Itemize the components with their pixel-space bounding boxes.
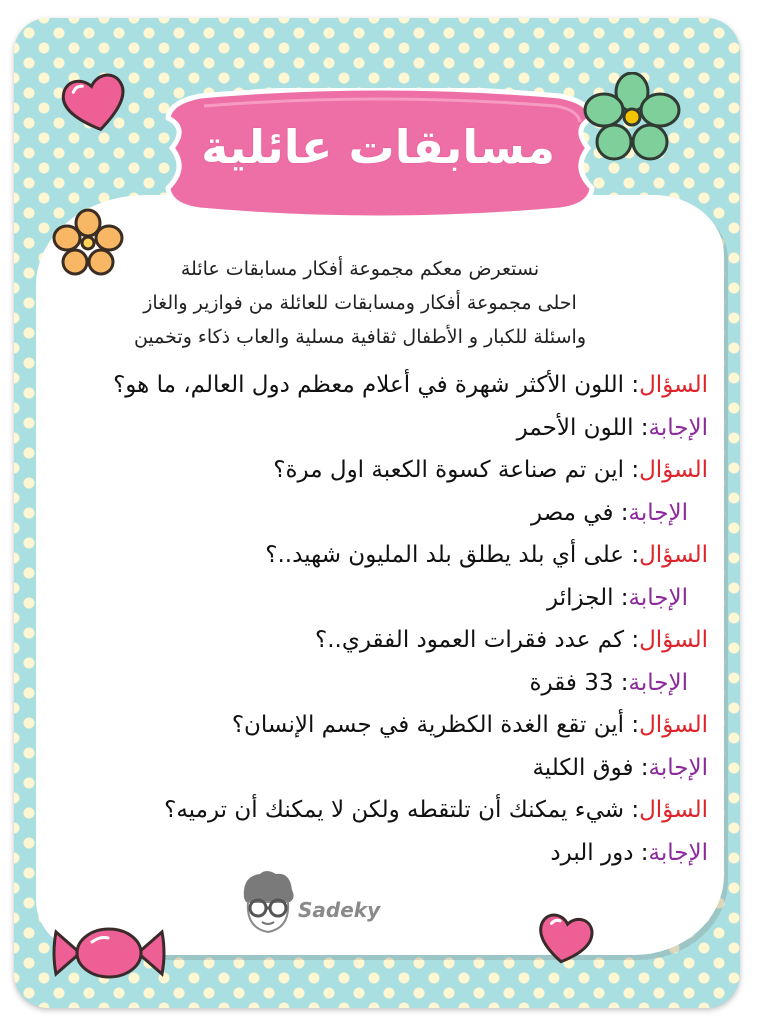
question-text: اين تم صناعة كسوة الكعبة اول مرة؟ xyxy=(273,457,625,483)
answer-label: الإجابة xyxy=(648,414,708,441)
answer-label: الإجابة xyxy=(648,754,708,781)
question-label: السؤال xyxy=(639,797,708,823)
question-row xyxy=(68,449,708,492)
flower-icon xyxy=(52,208,124,278)
question-row xyxy=(68,534,708,577)
answer-text: اللون الأحمر xyxy=(516,414,634,441)
separator: : xyxy=(624,372,640,398)
separator: : xyxy=(633,839,649,866)
separator: : xyxy=(613,584,629,611)
answer-text: 33 فقرة xyxy=(529,669,614,696)
separator: : xyxy=(613,669,629,696)
heart-icon xyxy=(534,910,596,968)
question-row xyxy=(68,619,708,662)
question-text: اللون الأكثر شهرة في أعلام معظم دول العالم، ما هو؟ xyxy=(113,372,625,398)
separator: : xyxy=(633,414,649,441)
brand-logo-text: Sadeky xyxy=(298,898,381,922)
answer-row xyxy=(68,747,708,790)
answer-text: دور البرد xyxy=(550,839,634,866)
answer-row xyxy=(68,577,688,620)
separator: : xyxy=(624,542,640,568)
separator: : xyxy=(624,627,640,653)
page-title: مسابقات عائلية xyxy=(201,120,555,174)
intro-line: احلى مجموعة أفكار ومسابقات للعائلة من فوازير والغاز xyxy=(143,292,577,314)
separator: : xyxy=(624,457,640,483)
answer-row xyxy=(68,492,688,535)
question-text: شيء يمكنك أن تلتقطه ولكن لا يمكنك أن ترميه؟ xyxy=(164,797,625,823)
candy-icon xyxy=(50,918,168,988)
question-text: أين تقع الغدة الكظرية في جسم الإنسان؟ xyxy=(231,712,625,738)
question-text: على أي بلد يطلق بلد المليون شهيد..؟ xyxy=(265,542,625,568)
character-logo-icon xyxy=(236,868,300,938)
answer-row xyxy=(68,832,708,875)
question-label: السؤال xyxy=(639,712,708,738)
answer-row xyxy=(68,407,708,450)
question-label: السؤال xyxy=(639,457,708,483)
question-text: كم عدد فقرات العمود الفقري..؟ xyxy=(315,627,625,653)
separator: : xyxy=(624,712,640,738)
question-label: السؤال xyxy=(639,542,708,568)
answer-label: الإجابة xyxy=(628,669,688,696)
question-row xyxy=(68,704,708,747)
intro-text xyxy=(120,252,600,354)
answer-label: الإجابة xyxy=(628,499,688,526)
answer-row xyxy=(68,662,688,705)
answer-label: الإجابة xyxy=(648,839,708,866)
separator: : xyxy=(613,499,629,526)
heart-icon xyxy=(58,70,132,136)
separator: : xyxy=(624,797,640,823)
qa-list xyxy=(68,364,708,874)
question-label: السؤال xyxy=(639,627,708,653)
intro-line: واسئلة للكبار و الأطفال ثقافية مسلية والعاب ذكاء وتخمين xyxy=(133,326,587,348)
answer-text: في مصر xyxy=(531,499,614,526)
answer-text: فوق الكلية xyxy=(532,754,634,781)
question-label: السؤال xyxy=(639,372,708,398)
answer-label: الإجابة xyxy=(628,584,688,611)
question-row xyxy=(68,364,708,407)
flower-icon xyxy=(580,72,684,162)
question-row xyxy=(68,789,708,832)
intro-line: نستعرض معكم مجموعة أفكار مسابقات عائلة xyxy=(180,258,540,280)
separator: : xyxy=(633,754,649,781)
answer-text: الجزائر xyxy=(547,584,614,611)
